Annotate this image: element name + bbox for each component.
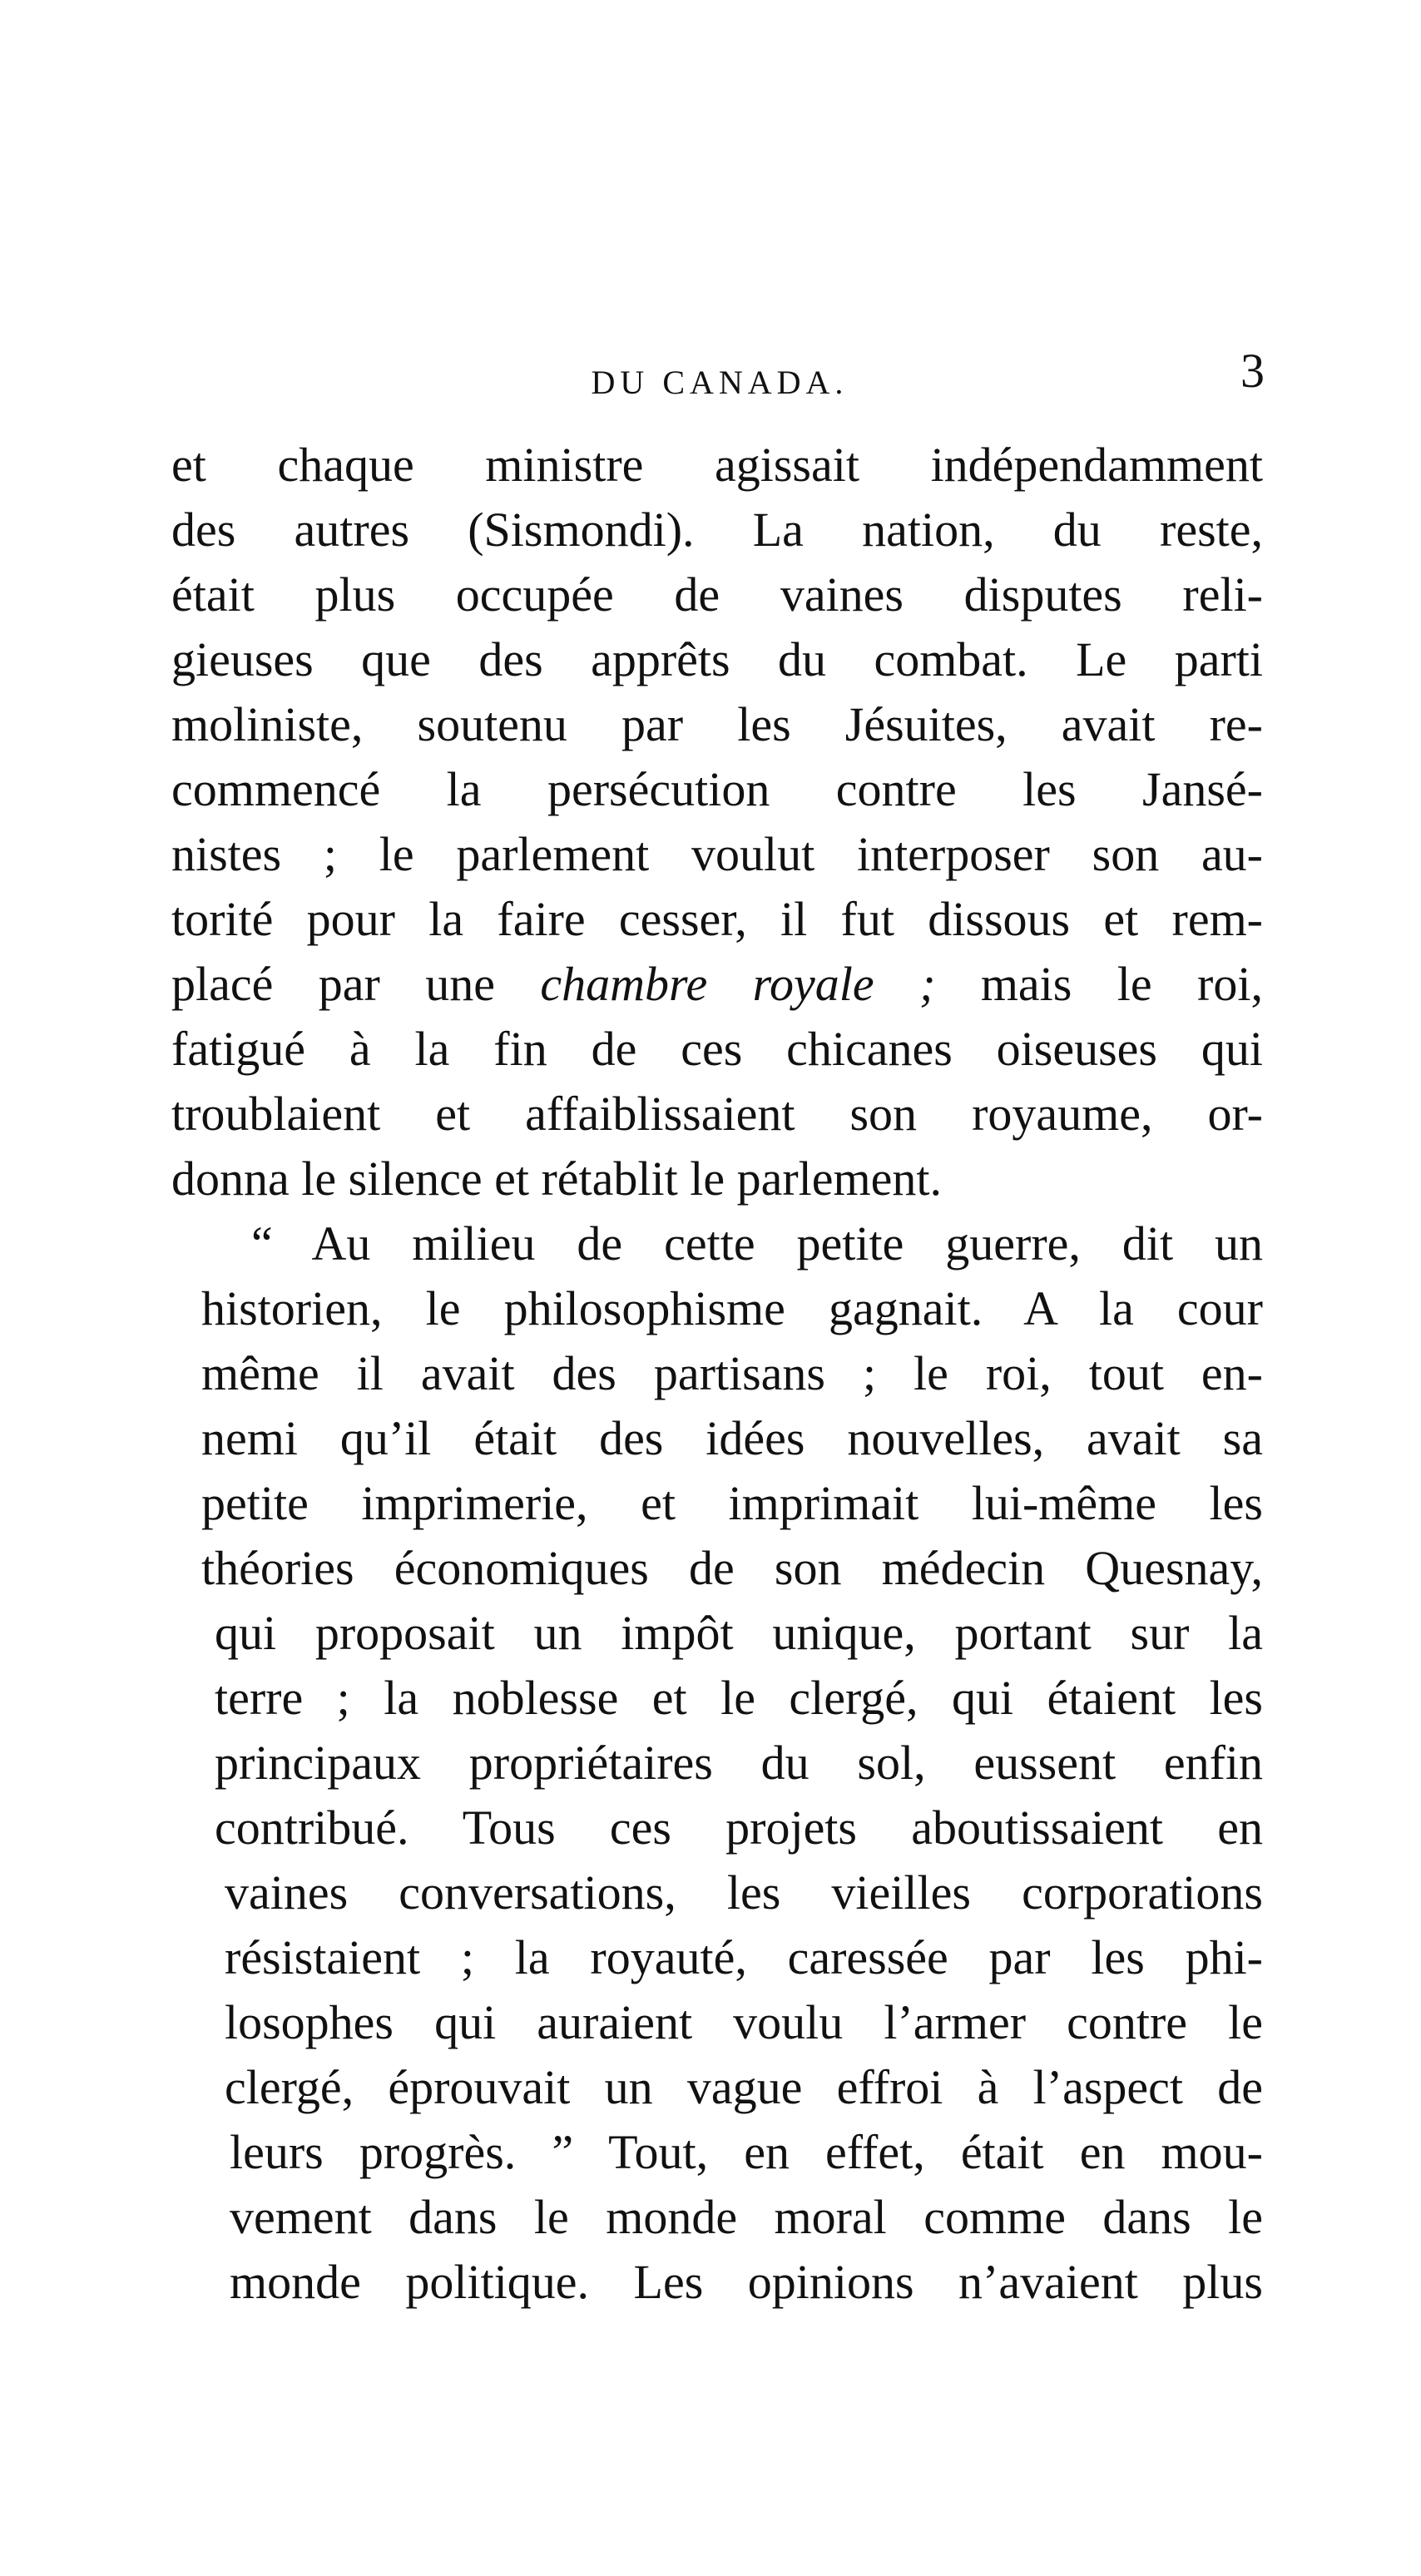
text-line: vement dans le monde moral comme dans le (230, 2190, 1263, 2244)
text-line: des autres (Sismondi). La nation, du reste, (171, 503, 1263, 557)
text-line: moliniste, soutenu par les Jésuites, avait re- (171, 697, 1263, 751)
text-line: nemi qu’il était des idées nouvelles, avait sa (201, 1411, 1263, 1465)
text-line: était plus occupée de vaines disputes reli- (171, 567, 1263, 622)
text-line: résistaient ; la royauté, caressée par les phi- (225, 1930, 1263, 1984)
text-line: leurs progrès. ” Tout, en effet, était en mou- (230, 2125, 1263, 2179)
text-line: contribué. Tous ces projets aboutissaient en (215, 1801, 1263, 1855)
paragraph-2 (171, 1211, 1263, 2315)
text-line: même il avait des partisans ; le roi, tout en- (201, 1346, 1263, 1400)
text-line: nistes ; le parlement voulut interposer son au- (171, 827, 1263, 881)
text-line: donna le silence et rétablit le parlement. (171, 1152, 942, 1206)
text-line: “ Au milieu de cette petite guerre, dit un (251, 1216, 1263, 1271)
text-line: terre ; la noblesse et le clergé, qui étaient les (215, 1671, 1263, 1725)
text-line: fatigué à la fin de ces chicanes oiseuses qui (171, 1022, 1263, 1076)
text-line: troublaient et affaiblissaient son royaume, or- (171, 1087, 1263, 1141)
text-line: vaines conversations, les vieilles corporations (225, 1865, 1263, 1920)
text-line: torité pour la faire cesser, il fut dissous et rem- (171, 892, 1263, 946)
text-line: losophes qui auraient voulu l’armer contre le (225, 1995, 1263, 2049)
text-line: et chaque ministre agissait indépendamment (171, 438, 1263, 492)
text-line: théories économiques de son médecin Quesnay, (201, 1541, 1263, 1595)
text-line: clergé, éprouvait un vague effroi à l’aspect de (225, 2060, 1263, 2114)
text-run: mais le roi, (935, 957, 1263, 1011)
text-line: qui proposait un impôt unique, portant sur la (215, 1606, 1263, 1660)
text-line: commencé la persécution contre les Jansé- (171, 762, 1263, 816)
text-line: gieuses que des apprêts du combat. Le parti (171, 632, 1263, 686)
page-number: 3 (1240, 344, 1265, 398)
text-line: principaux propriétaires du sol, eussent enfin (215, 1736, 1263, 1790)
running-head (175, 344, 1265, 416)
running-title: DU CANADA. (591, 364, 849, 401)
body-text (171, 433, 1263, 2315)
text-line: monde politique. Les opinions n’avaient plus (230, 2255, 1263, 2309)
text-line: historien, le philosophisme gagnait. A la cour (201, 1281, 1263, 1335)
text-line-with-italic (171, 952, 1263, 1017)
text-run: placé par une (171, 957, 541, 1011)
paragraph-1 (171, 433, 1263, 1211)
text-line: petite imprimerie, et imprimait lui-même les (201, 1476, 1263, 1530)
italic-phrase: chambre royale ; (540, 957, 936, 1011)
